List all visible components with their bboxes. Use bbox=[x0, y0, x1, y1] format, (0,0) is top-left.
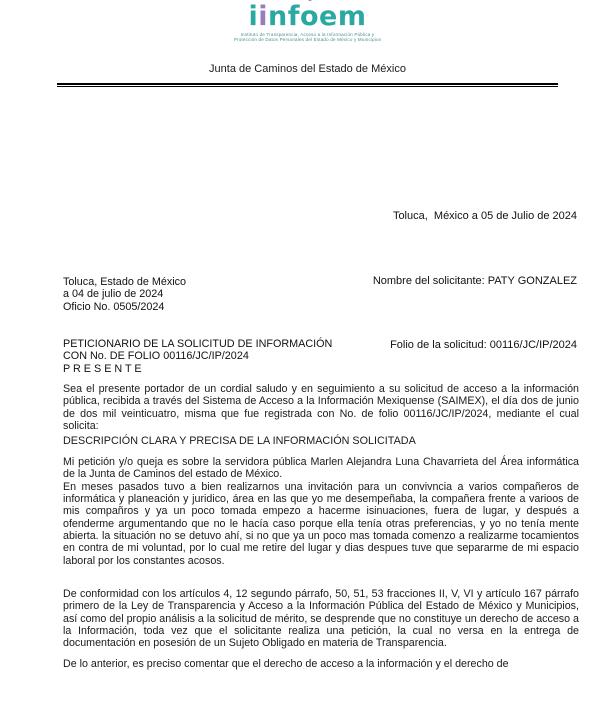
addressee-line3: P R E S E N T E bbox=[63, 362, 142, 375]
letter-meta-right bbox=[373, 163, 577, 400]
logo-tagline bbox=[234, 32, 381, 42]
infoem-logo bbox=[234, 3, 381, 42]
logo-figure-purple-icon: i bbox=[258, 1, 269, 32]
applicant-line: Nombre del solicitante: PATY GONZALEZ bbox=[372, 274, 577, 287]
logo-tagline-line2: Protección de Datos Personales del Estado de México y Municipios bbox=[233, 37, 382, 42]
paragraph-closing: De lo anterior, es preciso comentar que el derecho de acceso a la información y el derecho de bbox=[63, 658, 509, 670]
date-line: Toluca, México a 05 de Julio de 2024 bbox=[392, 210, 577, 222]
folio-line: Folio de la solicitud: 00116/JC/IP/2024 bbox=[390, 339, 577, 351]
logo-figure-teal-icon: i bbox=[248, 1, 259, 32]
paragraph-request bbox=[63, 456, 579, 567]
addressee-line2: CON No. DE FOLIO 00116/JC/IP/2024 bbox=[63, 350, 249, 363]
section-heading-description: DESCRIPCIÓN CLARA Y PRECISA DE LA INFORMACIÓN SOLICITADA bbox=[63, 435, 416, 447]
logo-letter-o: o bbox=[299, 1, 320, 32]
paragraph-greeting: Sea el presente portador de un cordial saludo y en seguimiento a su solicitud de acceso a la información pública, recibida a través del Sistema de Acceso a la Información Mexiquense (SAIMEX), el día dos de junio de dos mil veinticuatro, misma que fue registrada con No. de folio 00116/JC/IP/2024, mediante el cual solicita: bbox=[63, 383, 579, 433]
logo-letters-end: em bbox=[319, 1, 367, 32]
addressee-block bbox=[63, 338, 332, 375]
logo-tagline-line1: Instituto de Transparencia, Acceso a la Información Pública y bbox=[240, 32, 375, 37]
paragraph-legal-basis: De conformidad con los artículos 4, 12 segundo párrafo, 50, 51, 53 fracciones II, V, VI y artículo 167 párrafo primero de la Ley de Transparencia y Acceso a la Información Pública del Estado de México y Municipios, así como del propio análisis a la solicitud de mérito, se desprende que no constituye un derecho de acceso a la Información, toda vez que el solicitante realiza una petición, la cual no versa en la entrega de documentación en posesión de un Sujeto Obligado en materia de Transparencia. bbox=[63, 588, 579, 650]
date2-line: a 04 de julio de 2024 bbox=[63, 288, 164, 301]
paragraph-request-line2: En meses pasados tuvo a bien realizarnos una invitación para un convivncia a varios compañeros de informática y planeación y juridico, área en las que yo me desempeñaba, la compañera frente a varioos de mis compañros y ya un poco tomada empezo a hacerme isinuaciones, fuera de lugar, y después a ofenderme argumentando que no le hacía caso porque ella tenía otras preferencias, y yo no tenía mente abierta. la situación no se detuvo ahí, si no que ya un poco mas tomada comenzo a realizarme tocamientos en contra de mi voluntad, por lo cual me retire del lugar y dias despues tuve que separarme de mi espacio laboral por los constantes acosos. bbox=[63, 480, 579, 567]
paragraph-request-line1: Mi petición y/o queja es sobre la servidora pública Marlen Alejandra Luna Chavarrieta del Área informática de la Junta de Caminos del estado de México. bbox=[63, 456, 579, 481]
document-header bbox=[0, 0, 615, 46]
infoem-logo-wordmark bbox=[234, 3, 381, 30]
header-divider bbox=[57, 83, 558, 87]
city-line: Toluca, Estado de México bbox=[63, 276, 187, 288]
oficio-block bbox=[63, 276, 186, 313]
oficio-line: Oficio No. 0505/2024 bbox=[63, 300, 165, 313]
logo-letters: nf bbox=[268, 1, 300, 32]
addressee-line1: PETICIONARIO DE LA SOLICITUD DE INFORMACIÓN bbox=[63, 338, 333, 350]
organization-name: Junta de Caminos del Estado de México bbox=[209, 63, 406, 75]
